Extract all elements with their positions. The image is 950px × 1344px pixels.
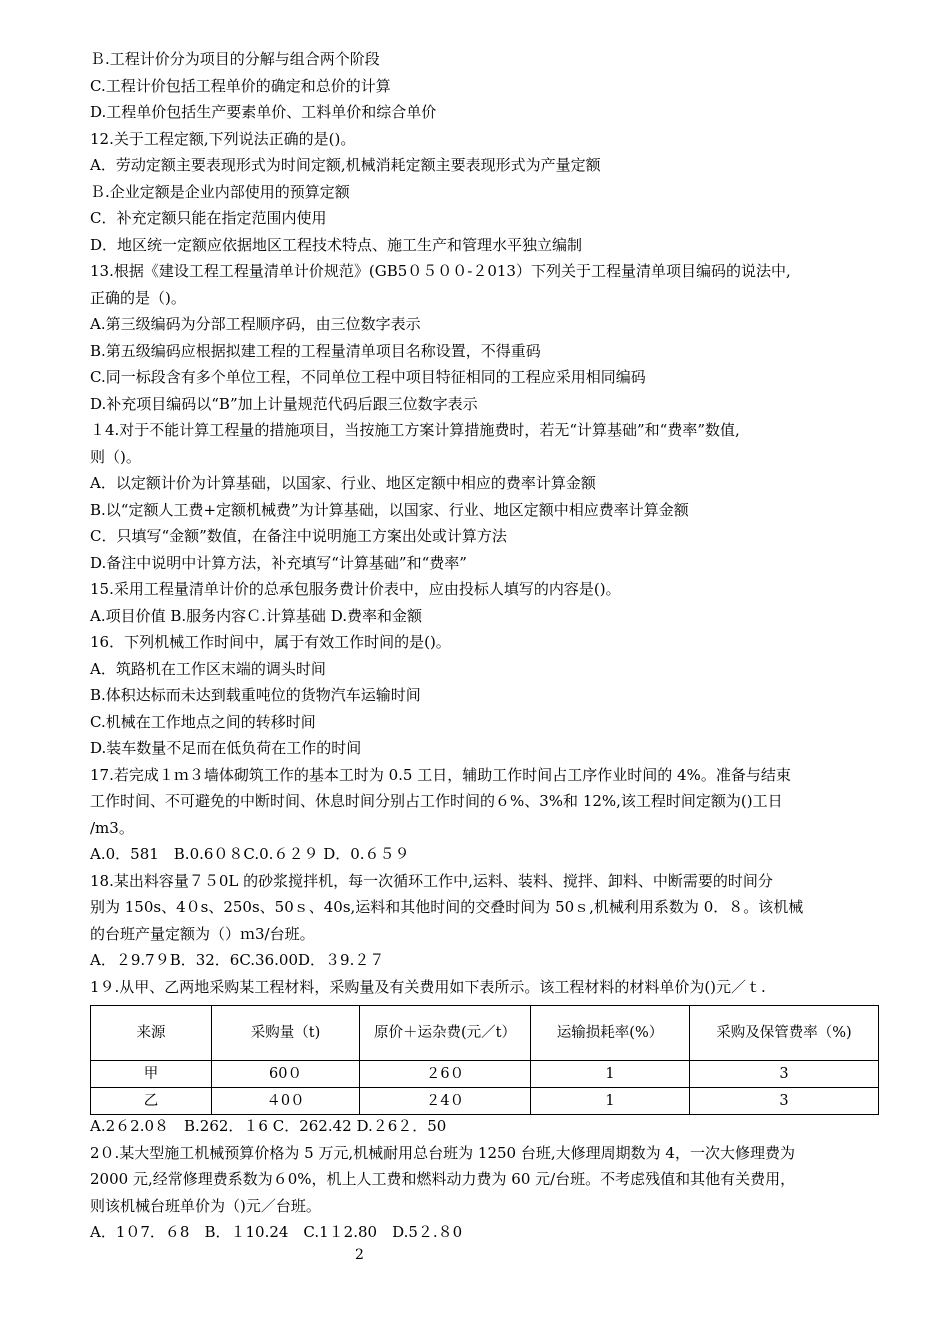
text-line: 1９.从甲、乙两地采购某工程材料，采购量及有关费用如下表所示。该工程材料的材料单价为()元／ｔ. — [90, 977, 766, 996]
material-cost-table — [90, 1005, 879, 1115]
text-line: A.0．581 B.0.6０８C.0.６２９ D．0.６５９ — [90, 845, 410, 863]
text-line: B.第五级编码应根据拟建工程的工程量清单项目名称设置，不得重码 — [90, 341, 541, 360]
text-line: 别为 150s、4０s、250s、50ｓ、40s,运料和其他时间的交叠时间为 50ｓ,机械利用系数为 0．８。该机械 — [90, 898, 804, 916]
text-line: Ｂ.工程计价分为项目的分解与组合两个阶段 — [90, 50, 380, 68]
text-line: 18.某出料容量７５0L 的砂浆搅拌机，每一次循环工作中,运料、装料、搅拌、卸料、中断需要的时间分 — [90, 871, 773, 890]
table-header-row — [91, 1006, 879, 1061]
table-cell: 3 — [690, 1088, 879, 1115]
table-cell: ４0０ — [212, 1088, 360, 1115]
text-line: 16．下列机械工作时间中，属于有效工作时间的是()。 — [90, 633, 451, 651]
text-line: A.项目价值 B.服务内容Ｃ.计算基础 D.费率和金额 — [90, 606, 422, 625]
table-cell: 1 — [531, 1061, 690, 1088]
text-line: 工作时间、不可避免的中断时间、休息时间分别占工作时间的６%、3%和 12%,该工程时间定额为()工日 — [90, 792, 783, 810]
text-line: C．补充定额只能在指定范围内使用 — [90, 209, 327, 227]
page-number: 2 — [355, 1247, 364, 1263]
text-line: A.2６2.0８ B.262．１6 C．262.42 D.２6２．50 — [90, 1117, 447, 1135]
text-line: １4.对于不能计算工程量的措施项目，当按施工方案计算措施费时，若无“计算基础”和“费率”数值, — [90, 421, 740, 439]
text-line: C.工程计价包括工程单价的确定和总价的计算 — [90, 76, 391, 95]
header-loss-rate: 运输损耗率(%） — [531, 1006, 690, 1061]
text-line: D.补充项目编码以“B”加上计量规范代码后跟三位数字表示 — [90, 394, 478, 413]
text-line: B.以“定额人工费+定额机械费”为计算基础，以国家、行业、地区定额中相应费率计算金额 — [90, 500, 689, 519]
text-line: A．劳动定额主要表现形式为时间定额,机械消耗定额主要表现形式为产量定额 — [90, 156, 601, 174]
table-cell: ２4０ — [360, 1088, 531, 1115]
text-line: 12.关于工程定额,下列说法正确的是()。 — [90, 129, 356, 148]
table-cell: 乙 — [91, 1088, 212, 1115]
table-cell: 甲 — [91, 1061, 212, 1088]
text-line: Ｂ.企业定额是企业内部使用的预算定额 — [90, 182, 350, 201]
text-line: A．筑路机在工作区末端的调头时间 — [90, 659, 326, 678]
text-line: A.第三级编码为分部工程顺序码，由三位数字表示 — [90, 315, 421, 333]
text-line: D．地区统一定额应依据地区工程技术特点、施工生产和管理水平独立编制 — [90, 235, 583, 254]
text-line: B.体积达标而未达到载重吨位的货物汽车运输时间 — [90, 686, 421, 704]
text-line: D.备注中说明中计算方法，补充填写“计算基础”和“费率” — [90, 553, 467, 572]
question-text-bottom — [90, 1113, 880, 1246]
text-line: 15.采用工程量清单计价的总承包服务费计价表中，应由投标人填写的内容是()。 — [90, 580, 621, 598]
text-line: C.同一标段含有多个单位工程，不同单位工程中项目特征相同的工程应采用相同编码 — [90, 368, 646, 386]
text-line: C.机械在工作地点之间的转移时间 — [90, 712, 316, 731]
text-line: A．1０7．６8 B．１10.24 C.1１2.80 D.5２.８0 — [90, 1223, 463, 1241]
text-line: /m3。 — [90, 818, 134, 837]
text-line: 2000 元,经常修理费系数为６0%，机上人工费和燃料动力费为 60 元/台班。不考虑残值和其他有关费用， — [90, 1170, 796, 1188]
table-cell: 60０ — [212, 1061, 360, 1088]
text-line: A．以定额计价为计算基础，以国家、行业、地区定额中相应的费率计算金额 — [90, 474, 596, 492]
text-line: D.装车数量不足而在低负荷在工作的时间 — [90, 739, 362, 757]
table-cell: 1 — [531, 1088, 690, 1115]
text-line: D.工程单价包括生产要素单价、工料单价和综合单价 — [90, 103, 437, 121]
text-line: 2０.某大型施工机械预算价格为 5 万元,机械耐用总台班为 1250 台班,大修理周期数为 4，一次大修理费为 — [90, 1143, 795, 1162]
text-line: 17.若完成１ｍ３墙体砌筑工作的基本工时为 0.5 工日，辅助工作时间占工序作业时间的 4%。准备与结束 — [90, 765, 791, 784]
text-line: 则该机械台班单价为（)元／台班。 — [90, 1196, 321, 1215]
text-line: 的台班产量定额为（）ｍ3/台班。 — [90, 924, 315, 943]
table-row — [91, 1088, 879, 1115]
table-row — [91, 1061, 879, 1088]
question-text-top — [90, 46, 880, 1000]
text-line: 13.根据《建设工程工程量清单计价规范》(GB5０５００-２013）下列关于工程量清单项目编码的说法中, — [90, 262, 791, 280]
header-source: 来源 — [91, 1006, 212, 1061]
header-quantity: 采购量（t) — [212, 1006, 360, 1061]
table-cell: ２6０ — [360, 1061, 531, 1088]
text-line: C．只填写“金额”数值，在备注中说明施工方案出处或计算方法 — [90, 527, 507, 545]
text-line: 则（)。 — [90, 447, 141, 466]
table-cell: 3 — [690, 1061, 879, 1088]
header-storage-rate: 采购及保管费率（%) — [690, 1006, 879, 1061]
header-price: 原价＋运杂费(元／t） — [360, 1006, 531, 1061]
text-line: A．２9.7９B．32．6C.36.00D．３9.２７ — [90, 951, 385, 969]
text-line: 正确的是（)。 — [90, 288, 186, 307]
